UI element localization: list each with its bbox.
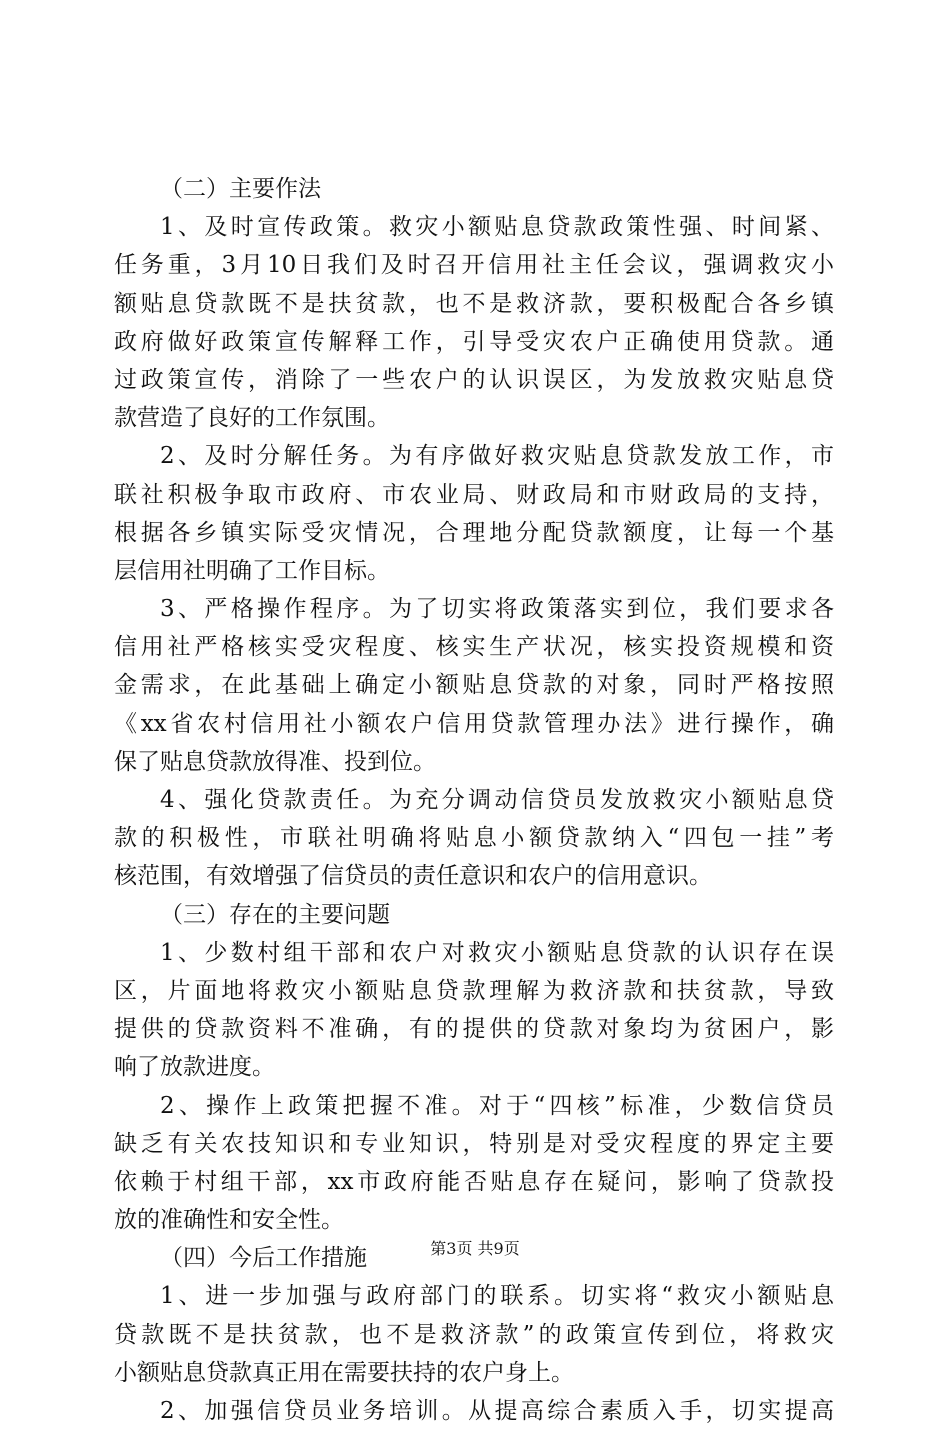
text-line: 2、操作上政策把握不准。对于“四核”标准，少数信贷员 xyxy=(160,1092,834,1119)
page-number-footer: 第3页 共9页 xyxy=(430,1239,520,1258)
text-line: 根据各乡镇实际受灾情况，合理地分配贷款额度，让每一个基 xyxy=(114,519,834,546)
text-line: 依赖于村组干部，xx市政府能否贴息存在疑问，影响了贷款投 xyxy=(114,1168,834,1195)
text-line: 任务重，3月10日我们及时召开信用社主任会议，强调救灾小 xyxy=(114,252,834,279)
text-line: 《xx省农村信用社小额农户信用贷款管理办法》进行操作，确 xyxy=(114,710,834,737)
text-line: 响了放款进度。 xyxy=(114,1054,275,1081)
text-line: 缺乏有关农技知识和专业知识，特别是对受灾程度的界定主要 xyxy=(114,1130,834,1157)
text-line: 1、及时宣传政策。救灾小额贴息贷款政策性强、时间紧、 xyxy=(160,214,834,241)
text-line: 4、强化贷款责任。为充分调动信贷员发放救灾小额贴息贷 xyxy=(160,787,834,813)
text-line: 款的积极性，市联社明确将贴息小额贷款纳入“四包一挂”考 xyxy=(114,825,834,852)
section-heading: （二）主要作法 xyxy=(160,176,321,202)
text-line: 提供的贷款资料不准确，有的提供的贷款对象均为贫困户，影 xyxy=(114,1016,834,1043)
text-line: 额贴息贷款既不是扶贫款，也不是救济款，要积极配合各乡镇 xyxy=(114,290,834,317)
text-line: 金需求，在此基础上确定小额贴息贷款的对象，同时严格按照 xyxy=(114,672,834,699)
text-line: 保了贴息贷款放得准、投到位。 xyxy=(114,748,436,775)
text-line: 小额贴息贷款真正用在需要扶持的农户身上。 xyxy=(114,1359,574,1386)
text-line: 1、少数村组干部和农户对救灾小额贴息贷款的认识存在误 xyxy=(160,939,834,966)
text-line: 2、加强信贷员业务培训。从提高综合素质入手，切实提高 xyxy=(160,1398,834,1424)
section-heading: （三）存在的主要问题 xyxy=(160,901,390,928)
text-line: 款营造了良好的工作氛围。 xyxy=(114,405,390,432)
text-line: 放的准确性和安全性。 xyxy=(114,1207,344,1234)
text-line: 政府做好政策宣传解释工作，引导受灾农户正确使用贷款。通 xyxy=(114,328,834,355)
text-line: 区，片面地将救灾小额贴息贷款理解为救济款和扶贫款，导致 xyxy=(114,977,834,1004)
text-line: 信用社严格核实受灾程度、核实生产状况，核实投资规模和资 xyxy=(114,634,834,661)
text-line: 过政策宣传，消除了一些农户的认识误区，为发放救灾贴息贷 xyxy=(114,366,834,393)
section-heading: （四）今后工作措施 xyxy=(160,1245,367,1272)
text-line: 层信用社明确了工作目标。 xyxy=(114,557,390,584)
text-line: 3、严格操作程序。为了切实将政策落实到位，我们要求各 xyxy=(160,596,834,623)
text-line: 贷款既不是扶贫款，也不是救济款”的政策宣传到位，将救灾 xyxy=(114,1321,834,1348)
text-line: 1、进一步加强与政府部门的联系。切实将“救灾小额贴息 xyxy=(160,1283,834,1310)
text-line: 核范围，有效增强了信贷员的责任意识和农户的信用意识。 xyxy=(114,863,712,890)
text-line: 联社积极争取市政府、市农业局、财政局和市财政局的支持， xyxy=(114,481,834,508)
text-line: 2、及时分解任务。为有序做好救灾贴息贷款发放工作，市 xyxy=(160,443,834,470)
